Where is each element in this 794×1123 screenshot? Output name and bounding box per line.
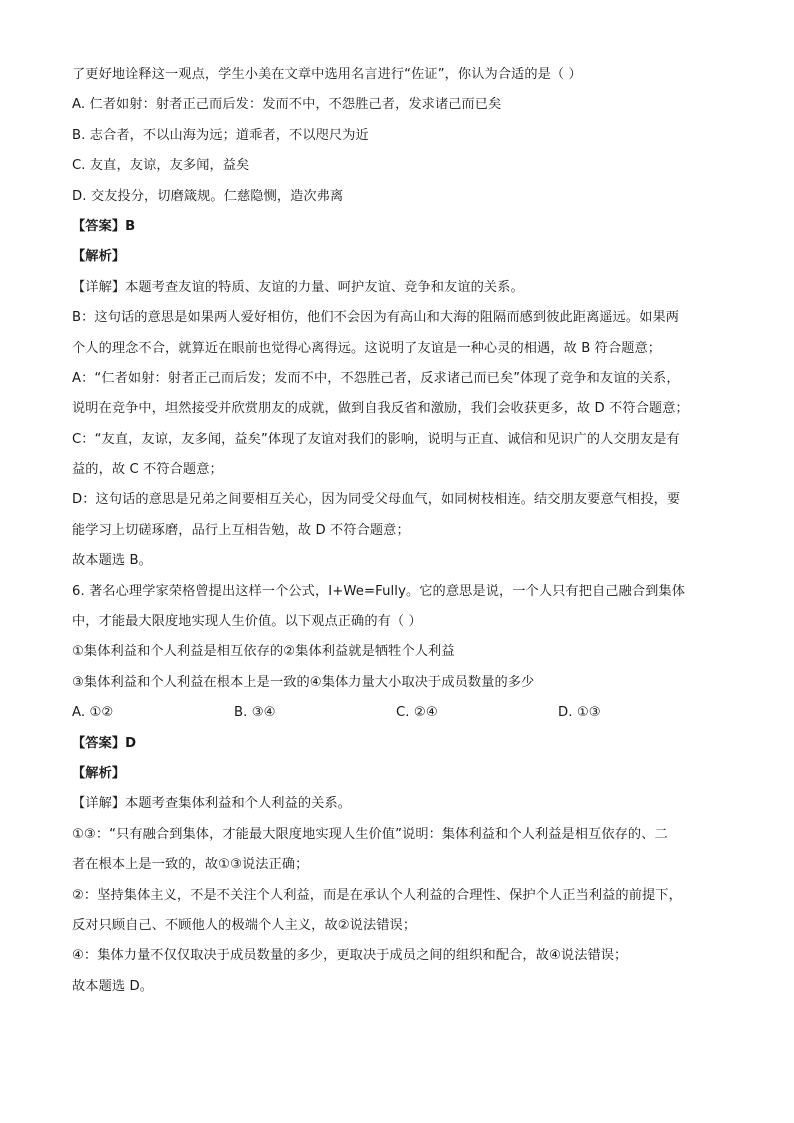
question-6-choice-a: A. ①② bbox=[72, 705, 114, 721]
question-5-option-a: A. 仁者如射：射者正己而后发：发而不中，不怨胜己者，发求诸己而已矣 bbox=[72, 97, 502, 113]
question-6-detail-line: 【详解】本题考查集体利益和个人利益的关系。 bbox=[72, 796, 352, 812]
question-6-detail-line: ④：集体力量不仅仅取决于成员数量的多少，更取决于成员之间的组织和配合，故④说法错误； bbox=[72, 948, 628, 964]
question-5-detail-line: C：“友直，友谅，友多闻，益矣”体现了友谊对我们的影响，说明与正直、诚信和见识广的人交朋友是有 bbox=[72, 431, 680, 447]
question-5-answer: 【答案】B bbox=[72, 218, 136, 234]
question-6-statements: ①集体利益和个人利益是相互依存的②集体利益就是牺牲个人利益 bbox=[72, 644, 455, 660]
question-6-analysis-title: 【解析】 bbox=[72, 765, 126, 781]
question-6-choice-d: D. ①③ bbox=[558, 705, 601, 721]
question-5-analysis-title: 【解析】 bbox=[72, 249, 126, 265]
question-6-choice-b: B. ③④ bbox=[234, 705, 276, 721]
question-5-stem: 了更好地诠释这一观点，学生小美在文章中选用名言进行“佐证”，你认为合适的是（ ） bbox=[72, 67, 582, 82]
question-5-detail-line: A：“仁者如射：射者正己而后发；发而不中，不怨胜己者，反求诸己而已矣”体现了竞争和友谊的关系， bbox=[72, 370, 680, 386]
question-5-detail-line: 个人的理念不合，就算近在眼前也觉得心离得远。这说明了友谊是一种心灵的相遇，故 B 符合题意； bbox=[72, 340, 662, 356]
question-6-stem: 中，才能最大限度地实现人生价值。以下观点正确的有（ ） bbox=[72, 614, 422, 630]
question-5-option-d: D. 交友投分，切磨箴规。仁慈隐恻，造次弗离 bbox=[72, 188, 344, 204]
question-6-statements: ③集体利益和个人利益在根本上是一致的④集体力量大小取决于成员数量的多少 bbox=[72, 674, 535, 690]
question-6-answer: 【答案】D bbox=[72, 735, 137, 751]
question-6-detail-line: ②：坚持集体主义，不是不关注个人利益，而是在承认个人利益的合理性、保护个人正当利益的前提下， bbox=[72, 887, 682, 903]
question-6-choice-c: C. ②④ bbox=[396, 705, 438, 721]
question-6-stem: 6. 著名心理学家荣格曾提出这样一个公式，I+We=Fully。它的意思是说，一个人只有把自己融合到集体 bbox=[72, 583, 686, 599]
question-5-detail-line: B：这句话的意思是如果两人爱好相仿，他们不会因为有高山和大海的阻隔而感到彼此距离遥远。如果两 bbox=[72, 310, 680, 326]
question-5-detail-line: 【详解】本题考查友谊的特质、友谊的力量、呵护友谊、竞争和友谊的关系。 bbox=[72, 279, 524, 295]
question-5-option-b: B. 志合者，不以山海为远；道乖者，不以咫尺为近 bbox=[72, 127, 369, 143]
question-6-conclusion: 故本题选 D。 bbox=[72, 978, 153, 994]
question-6-detail-line: ①③：“只有融合到集体，才能最大限度地实现人生价值”说明：集体利益和个人利益是相互依存的、二 bbox=[72, 826, 668, 842]
question-6-choices bbox=[72, 698, 722, 728]
question-5-detail-line: 说明在竞争中，坦然接受并欣赏朋友的成就，做到自我反省和激励，我们会收获更多，故 D 不符合题意； bbox=[72, 401, 689, 417]
question-6-detail-line: 者在根本上是一致的，故①③说法正确； bbox=[72, 857, 309, 873]
question-6-detail-line: 反对只顾自己、不顾他人的极端个人主义，故②说法错误； bbox=[72, 917, 417, 933]
question-5-option-c: C. 友直，友谅，友多闻，益矣 bbox=[72, 158, 250, 174]
question-5-detail-line: 益的，故 C 不符合题意； bbox=[72, 462, 223, 478]
document-page bbox=[72, 60, 722, 1002]
question-5-detail-line: D：这句话的意思是兄弟之间要相互关心，因为同受父母血气，如同树枝相连。结交朋友要意气相投，要 bbox=[72, 492, 681, 508]
question-5-detail-line: 能学习上切磋琢磨，品行上互相告勉，故 D 不符合题意； bbox=[72, 522, 410, 538]
question-5-conclusion: 故本题选 B。 bbox=[72, 553, 152, 569]
